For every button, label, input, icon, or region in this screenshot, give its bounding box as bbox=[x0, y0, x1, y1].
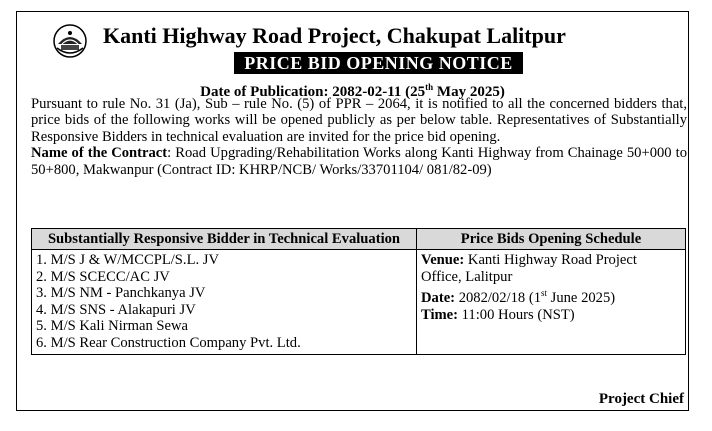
list-item: 1. M/S J & W/MCCPL/S.L. JV bbox=[36, 252, 220, 268]
bidder-list bbox=[36, 252, 412, 352]
bidder-cell bbox=[32, 250, 417, 355]
table-header-row bbox=[32, 229, 686, 250]
bidder-column-header: Substantially Responsive Bidder in Technical Evaluation bbox=[32, 229, 417, 250]
date-label: Date: bbox=[421, 290, 456, 307]
contract-paragraph bbox=[31, 145, 687, 178]
venue-line bbox=[421, 252, 681, 285]
schedule-cell bbox=[417, 250, 686, 355]
project-title: Kanti Highway Road Project, Chakupat Lalitpur bbox=[103, 23, 566, 48]
date-sup: st bbox=[541, 288, 548, 299]
notice-paragraph: Pursuant to rule No. 31 (Ja), Sub – rule No. (5) of PPR – 2064, it is notified to all the concerned bidders that, price bids of the following works will be opened publicly as per below table. Representatives of Substantially Responsive Bidders in technical evaluation are invited for the price bid opening. bbox=[31, 96, 687, 145]
venue-value: Kanti Highway Road Project Office, Lalitpur bbox=[421, 252, 637, 285]
date-line bbox=[421, 285, 681, 306]
publication-date-end: May 2025) bbox=[433, 84, 505, 100]
contract-text: : Road Upgrading/Rehabilitation Works along Kanti Highway from Chainage 50+000 to 50+800, Makwanpur (Contract ID: KHRP/NCB/ Works/33701104/ 081/82-09) bbox=[31, 145, 687, 178]
schedule-table bbox=[31, 228, 686, 355]
list-item: 3. M/S NM - Panchkanya JV bbox=[36, 285, 206, 302]
time-line bbox=[421, 307, 681, 324]
date-end: June 2025) bbox=[547, 290, 616, 307]
date-value: 2082/02/18 (1 bbox=[455, 290, 541, 307]
schedule-column-header: Price Bids Opening Schedule bbox=[417, 229, 686, 250]
list-item: 5. M/S Kali Nirman Sewa bbox=[36, 318, 189, 335]
list-item: 2. M/S SCECC/AC JV bbox=[36, 268, 170, 285]
table-row bbox=[32, 250, 686, 355]
time-value: 11:00 Hours (NST) bbox=[458, 306, 575, 323]
notice-body bbox=[31, 96, 687, 178]
publication-date-label: Date of Publication: 2082-02-11 (25 bbox=[200, 84, 426, 100]
list-item: 4. M/S SNS - Alakapuri JV bbox=[36, 301, 196, 318]
contract-label: Name of the Contract bbox=[31, 145, 168, 162]
time-label: Time: bbox=[421, 306, 459, 323]
notice-title-wrap bbox=[17, 52, 688, 74]
signature: Project Chief bbox=[598, 391, 684, 407]
list-item: 6. M/S Rear Construction Company Pvt. Ltd. bbox=[36, 334, 301, 351]
notice-frame bbox=[16, 11, 689, 411]
venue-label: Venue: bbox=[421, 252, 465, 268]
notice-title: PRICE BID OPENING NOTICE bbox=[234, 52, 523, 74]
publication-date-sup: th bbox=[425, 82, 434, 92]
